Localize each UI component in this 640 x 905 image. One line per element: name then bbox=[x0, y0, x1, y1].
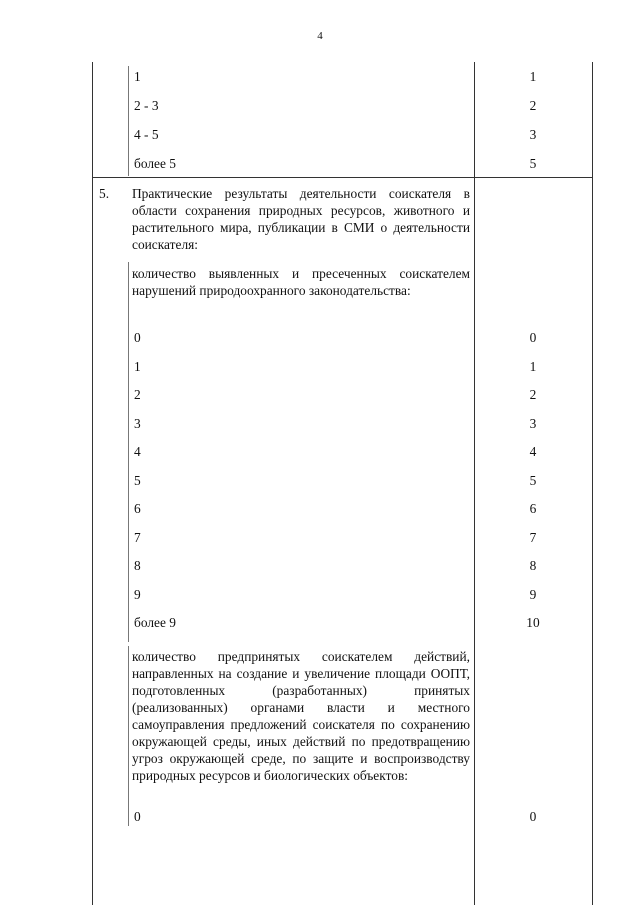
criterion-label: 0 bbox=[134, 330, 141, 345]
criterion-score: 6 bbox=[529, 501, 537, 516]
page-number: 4 bbox=[317, 30, 323, 42]
criterion-label: 8 bbox=[134, 558, 141, 573]
section-number: 5. bbox=[99, 186, 110, 201]
subcriterion-text: количество предпринятых соискателем действий, направленных на создание и увеличение площади ООПТ, подготовленных (разработанных) принятых (реализованных) органами власти и местного самоуправления предложений соискателя по сохранению окружающей среды, иных действий по предотвращению угроз окружающей среде, по защите и воспроизводству природных ресурсов и биологических объектов: bbox=[132, 649, 470, 783]
table-section-divider bbox=[92, 177, 593, 178]
subcriterion-text: количество выявленных и пресеченных соискателем нарушений природоохранного законодательства: bbox=[132, 266, 470, 298]
criterion-label: 2 bbox=[134, 387, 141, 402]
criterion-score: 5 bbox=[529, 156, 537, 171]
criterion-label: 5 bbox=[134, 473, 141, 488]
criterion-score: 3 bbox=[529, 127, 537, 142]
criterion-label: 0 bbox=[134, 809, 141, 824]
table-right-border bbox=[592, 62, 593, 905]
criterion-score: 10 bbox=[526, 615, 540, 630]
criterion-label: 9 bbox=[134, 587, 141, 602]
criterion-score: 2 bbox=[529, 98, 537, 113]
criterion-score: 0 bbox=[529, 809, 537, 824]
criterion-label: более 9 bbox=[134, 615, 176, 630]
criterion-score: 5 bbox=[529, 473, 537, 488]
criterion-label: 7 bbox=[134, 530, 141, 545]
criterion-label: 4 - 5 bbox=[134, 127, 159, 142]
criterion-label: более 5 bbox=[134, 156, 176, 171]
text-margin-mark bbox=[128, 262, 129, 642]
criterion-score: 1 bbox=[529, 69, 537, 84]
section-title: Практические результаты деятельности соискателя в области сохранения природных ресурсов, животного и растительного мира, публикации в СМИ о деятельности соискателя: bbox=[132, 186, 470, 252]
criterion-label: 1 bbox=[134, 69, 141, 84]
text-margin-mark bbox=[128, 646, 129, 826]
criterion-score: 0 bbox=[529, 330, 537, 345]
criterion-score: 2 bbox=[529, 387, 537, 402]
criterion-label: 2 - 3 bbox=[134, 98, 159, 113]
criterion-label: 1 bbox=[134, 359, 141, 374]
criterion-label: 4 bbox=[134, 444, 141, 459]
criterion-score: 1 bbox=[529, 359, 537, 374]
criterion-label: 6 bbox=[134, 501, 141, 516]
criterion-score: 9 bbox=[529, 587, 537, 602]
criterion-score: 4 bbox=[529, 444, 537, 459]
criterion-label: 3 bbox=[134, 416, 141, 431]
text-margin-mark bbox=[128, 66, 129, 176]
table-left-border bbox=[92, 62, 93, 905]
criterion-score: 8 bbox=[529, 558, 537, 573]
criterion-score: 3 bbox=[529, 416, 537, 431]
criterion-score: 7 bbox=[529, 530, 537, 545]
